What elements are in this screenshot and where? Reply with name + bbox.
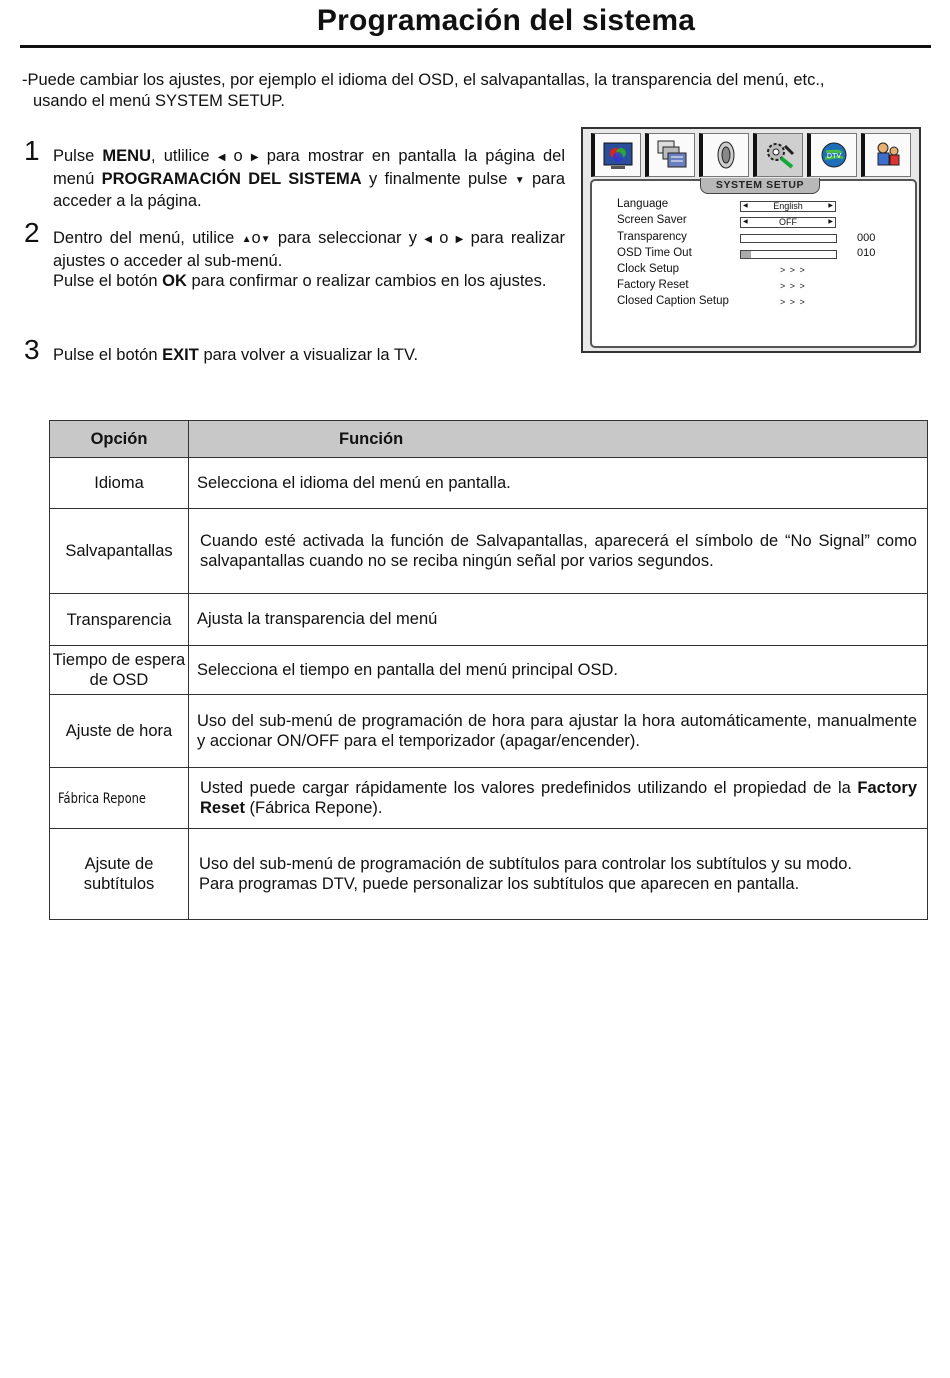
- step-number: 1: [24, 135, 40, 166]
- function-text: Para programas DTV, puede personalizar los subtítulos que aparecen en pantalla.: [199, 875, 800, 893]
- osd-row-transparency-label: Transparency: [617, 231, 687, 243]
- function-cell: Uso del sub-menú de programación de hora para ajustar la hora automáticamente, manualmente y accionar ON/OFF para el temporizador (apagar/encender).: [189, 695, 928, 768]
- step-text-part: , utlilice: [151, 147, 218, 165]
- function-cell: Selecciona el idioma del menú en pantalla.: [189, 458, 928, 509]
- step-text-part: para confirmar o realizar cambios en los ajustes.: [186, 272, 547, 290]
- step-1: [24, 135, 569, 210]
- intro-paragraph: [22, 70, 928, 111]
- osd-screen-saver-value: OFF: [779, 217, 797, 227]
- osd-transparency-bar: [740, 234, 837, 243]
- step-text-part: para mostrar en pantalla la página del menú: [53, 147, 565, 188]
- left-arrow-icon: ◀: [217, 152, 226, 163]
- step-text-part: para realizar ajustes o acceder al sub-menú.: [53, 229, 565, 270]
- sound-icon: [699, 133, 749, 177]
- step-text-part: para volver a visualizar la TV.: [198, 346, 419, 364]
- osd-menu-title: SYSTEM SETUP: [700, 178, 820, 194]
- option-text: Fábrica Repone: [58, 790, 146, 807]
- step-text-part: o: [225, 147, 251, 165]
- down-arrow-icon: ▼: [260, 234, 271, 245]
- system-setup-icon: [753, 133, 803, 177]
- option-cell: Salvapantallas: [50, 509, 189, 594]
- osd-closed-caption-submenu: > > >: [780, 297, 806, 307]
- step-text-part: Pulse el botón: [53, 346, 163, 364]
- table-row: [50, 829, 928, 920]
- step-text: [53, 345, 565, 366]
- picture-icon: [591, 133, 641, 177]
- osd-row-language-label: Language: [617, 198, 669, 210]
- function-text: Uso del sub-menú de programación de subtítulos para controlar los subtítulos y su modo.: [199, 854, 853, 873]
- osd-screen-saver-select: [740, 217, 836, 228]
- osd-time-out-value: 010: [857, 247, 876, 259]
- channel-icon: [645, 133, 695, 177]
- osd-language-value: English: [773, 201, 803, 211]
- option-cell: Idioma: [50, 458, 189, 509]
- osd-row-screen-saver-label: Screen Saver: [617, 214, 687, 226]
- step-text-part: o: [432, 229, 456, 247]
- step-text: [53, 146, 565, 212]
- osd-menu-panel: [590, 179, 917, 348]
- left-arrow-icon: ◀: [743, 219, 748, 225]
- right-arrow-icon: ▶: [828, 203, 833, 209]
- osd-row-clock-setup-label: Clock Setup: [617, 263, 680, 275]
- step-text: [53, 228, 565, 292]
- function-cell: Ajusta la transparencia del menú: [189, 594, 928, 646]
- osd-clock-setup-submenu: > > >: [780, 265, 806, 275]
- up-arrow-icon: ▲: [241, 234, 252, 245]
- option-cell: [50, 768, 189, 829]
- option-cell: [50, 829, 189, 920]
- table-row: [50, 509, 928, 594]
- osd-icon-bar: [591, 133, 911, 177]
- right-arrow-icon: ▶: [250, 152, 259, 163]
- option-cell: Tiempo de espera de OSD: [50, 646, 189, 695]
- option-cell: Transparencia: [50, 594, 189, 646]
- options-table: [49, 420, 928, 920]
- osd-time-out-bar: [740, 250, 837, 259]
- table-row: [50, 768, 928, 829]
- right-arrow-icon: ▶: [828, 219, 833, 225]
- table-header-row: [50, 421, 928, 458]
- down-arrow-icon: ▼: [514, 174, 525, 186]
- function-cell: [189, 829, 928, 920]
- osd-system-setup-screenshot: [581, 127, 921, 353]
- function-text: (Fábrica Repone).: [244, 799, 383, 817]
- function-cell: Cuando esté activada la función de Salvapantallas, aparecerá el símbolo de “No Signal” como salvapantallas cuando no se reciba ningún señal por varios segundos.: [189, 509, 928, 594]
- svg-text:DTV: DTV: [826, 152, 841, 160]
- osd-transparency-value: 000: [857, 232, 876, 244]
- column-header-function: Función: [189, 421, 928, 458]
- step-number: 2: [24, 217, 40, 248]
- step-text-part: y finalmente pulse: [361, 169, 515, 188]
- system-setup-label: PROGRAMACIÓN DEL SISTEMA: [101, 169, 362, 188]
- dtv-icon: [807, 133, 857, 177]
- step-text-part: Pulse el botón: [53, 272, 163, 290]
- osd-language-select: [740, 201, 836, 212]
- title-rule: [20, 45, 931, 48]
- step-2: [24, 217, 569, 310]
- exit-key-label: EXIT: [162, 346, 199, 364]
- step-text-part: para acceder a la página.: [53, 169, 566, 210]
- table-row: [50, 695, 928, 768]
- osd-row-closed-caption-label: Closed Caption Setup: [617, 295, 729, 307]
- option-text: Ajsute de: [84, 855, 154, 873]
- left-arrow-icon: ◀: [743, 203, 748, 209]
- step-text-part: para seleccionar y: [270, 229, 425, 247]
- step-text-part: Dentro del menú, utilice: [53, 229, 242, 247]
- table-row: [50, 458, 928, 509]
- table-row: [50, 646, 928, 695]
- step-number: 3: [24, 334, 40, 365]
- step-text-part: Pulse: [53, 147, 103, 165]
- intro-line-2: usando el menú SYSTEM SETUP.: [33, 91, 285, 110]
- osd-row-osd-time-out-label: OSD Time Out: [617, 247, 692, 259]
- page-title: Programación del sistema: [316, 4, 696, 37]
- ok-key-label: OK: [162, 272, 187, 290]
- factory-reset-term: Factory Reset: [200, 778, 917, 817]
- left-arrow-icon: ◀: [424, 234, 432, 245]
- function-text: Usted puede cargar rápidamente los valores predefinidos utilizando el propiedad de la: [200, 778, 858, 797]
- parental-lock-icon: [861, 133, 911, 177]
- intro-line-1: -Puede cambiar los ajustes, por ejemplo el idioma del OSD, el salvapantallas, la transparencia del menú, etc.,: [22, 71, 825, 89]
- osd-row-factory-reset-label: Factory Reset: [617, 279, 689, 291]
- menu-key-label: MENU: [102, 147, 151, 165]
- step-3: [24, 334, 569, 369]
- right-arrow-icon: ▶: [455, 234, 464, 245]
- option-cell: Ajuste de hora: [50, 695, 189, 768]
- step-text-part: o: [251, 229, 261, 247]
- function-cell: Selecciona el tiempo en pantalla del menú principal OSD.: [189, 646, 928, 695]
- option-text: subtítulos: [83, 875, 155, 893]
- function-cell: [189, 768, 928, 829]
- table-row: [50, 594, 928, 646]
- osd-time-out-fill: [741, 251, 751, 258]
- column-header-option: Opción: [50, 421, 189, 458]
- osd-factory-reset-submenu: > > >: [780, 281, 806, 291]
